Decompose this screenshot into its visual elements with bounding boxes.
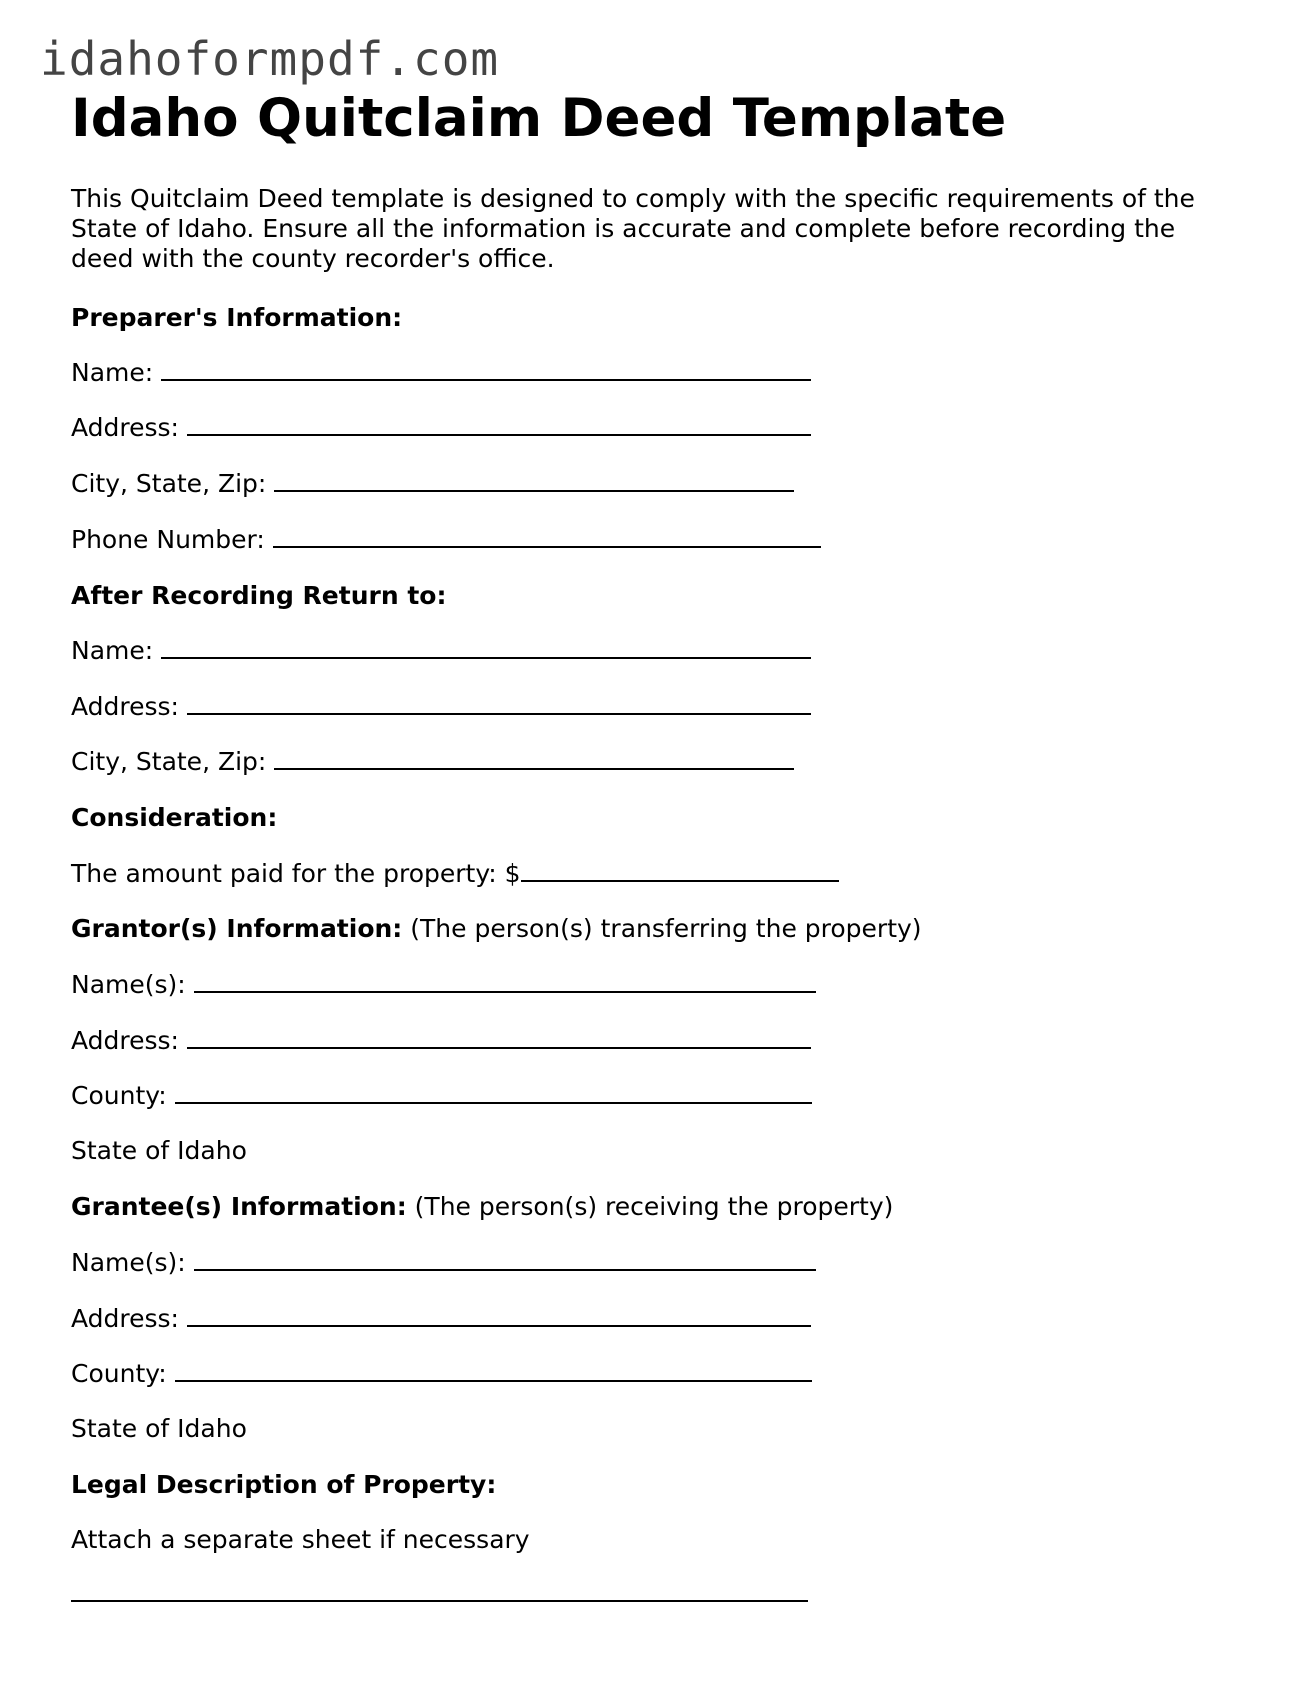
grantee-county-field[interactable] <box>175 1358 812 1382</box>
grantee-heading-row <box>71 1192 893 1222</box>
grantee-address-label: Address: <box>71 1304 179 1333</box>
grantor-state: State of Idaho <box>71 1136 247 1165</box>
consideration-heading: Consideration: <box>71 803 278 832</box>
preparer-address-field[interactable] <box>187 412 811 436</box>
grantor-names-label: Name(s): <box>71 970 186 999</box>
grantor-county-label: County: <box>71 1081 167 1110</box>
preparer-address-label: Address: <box>71 413 179 442</box>
grantor-address-row <box>71 1025 811 1056</box>
preparer-city-label: City, State, Zip: <box>71 469 267 498</box>
page-title: Idaho Quitclaim Deed Template <box>71 88 1007 149</box>
return-city-row <box>71 746 794 777</box>
legal-description-field[interactable] <box>71 1578 808 1602</box>
preparer-city-field[interactable] <box>274 468 794 492</box>
watermark: idahoformpdf.com <box>40 32 500 86</box>
consideration-label: The amount paid for the property: $ <box>71 859 521 888</box>
grantor-county-field[interactable] <box>175 1080 812 1104</box>
grantor-note: (The person(s) transferring the property) <box>410 914 922 943</box>
grantor-heading-row <box>71 914 922 944</box>
return-address-label: Address: <box>71 692 179 721</box>
return-name-label: Name: <box>71 636 154 665</box>
preparer-name-row <box>71 357 811 388</box>
grantee-names-label: Name(s): <box>71 1248 186 1277</box>
consideration-amount-field[interactable] <box>521 858 839 882</box>
return-name-row <box>71 635 811 666</box>
grantee-county-row <box>71 1358 812 1389</box>
grantee-county-label: County: <box>71 1359 167 1388</box>
grantee-address-row <box>71 1303 811 1334</box>
grantor-address-field[interactable] <box>187 1025 811 1049</box>
preparer-name-label: Name: <box>71 358 154 387</box>
grantor-names-row <box>71 969 816 1000</box>
preparer-phone-field[interactable] <box>273 524 821 548</box>
legal-description-row <box>71 1578 808 1609</box>
legal-note: Attach a separate sheet if necessary <box>71 1525 530 1554</box>
document <box>71 90 1231 274</box>
return-city-field[interactable] <box>274 746 794 770</box>
preparer-phone-label: Phone Number: <box>71 525 265 554</box>
grantor-county-row <box>71 1080 812 1111</box>
grantee-address-field[interactable] <box>187 1303 811 1327</box>
grantee-heading: Grantee(s) Information: <box>71 1192 407 1221</box>
grantor-heading: Grantor(s) Information: <box>71 914 403 943</box>
grantor-address-label: Address: <box>71 1026 179 1055</box>
return-name-field[interactable] <box>161 635 811 659</box>
preparer-heading: Preparer's Information: <box>71 303 403 332</box>
consideration-row <box>71 858 839 889</box>
intro-paragraph: This Quitclaim Deed template is designed to comply with the specific requirements of the State of Idaho. Ensure all the information is accurate and complete before recording the deed with the county recorder's office. <box>71 184 1195 274</box>
preparer-address-row <box>71 412 811 443</box>
return-address-row <box>71 691 811 722</box>
grantee-names-field[interactable] <box>194 1247 816 1271</box>
preparer-name-field[interactable] <box>161 357 811 381</box>
preparer-phone-row <box>71 524 821 555</box>
legal-heading: Legal Description of Property: <box>71 1470 497 1499</box>
return-city-label: City, State, Zip: <box>71 747 267 776</box>
grantee-state: State of Idaho <box>71 1414 247 1443</box>
preparer-city-row <box>71 468 794 499</box>
grantee-names-row <box>71 1247 816 1278</box>
grantee-note: (The person(s) receiving the property) <box>414 1192 894 1221</box>
return-to-heading: After Recording Return to: <box>71 581 447 610</box>
return-address-field[interactable] <box>187 691 811 715</box>
grantor-names-field[interactable] <box>194 969 816 993</box>
